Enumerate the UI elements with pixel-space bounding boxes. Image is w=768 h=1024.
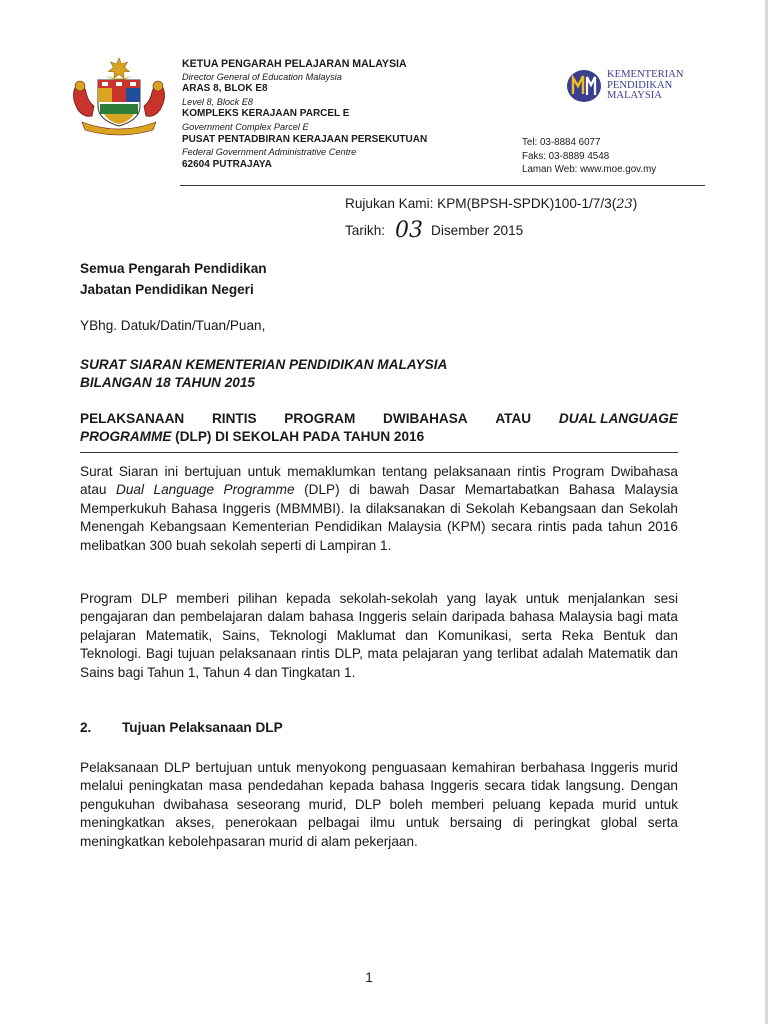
- paragraph-text: (DLP) di bawah Dasar Memartabatkan Bahasa Malaysia Memperkukuh Bahasa Inggeris (MBMMBI). Ia dilaksanakan di Sekolah Kebangsaan dan Sekolah Menengah Kebangsaan Kementerian Pendidikan Malaysia (KPM) secara rintis pada tahun 2016 melibatkan 300 buah sekolah seperti di Lampiran 1.: [80, 482, 678, 553]
- subject-word: RINTIS: [211, 411, 257, 426]
- reference-label: Rujukan Kami: KPM(BPSH-SPDK)100-1/7/3(: [345, 196, 617, 211]
- crest-star-moon: [106, 58, 132, 80]
- letterhead-address: [182, 58, 482, 171]
- subject-line-1: [80, 410, 678, 428]
- header-divider: [180, 185, 705, 186]
- crest-shield: [98, 80, 140, 126]
- letter-subject: [80, 410, 678, 446]
- letterhead-title: KETUA PENGARAH PELAJARAN MALAYSIA: [182, 58, 407, 70]
- circular-number-line: BILANGAN 18 TAHUN 2015: [80, 375, 255, 390]
- paragraph-italic-text: Dual Language Programme: [116, 482, 295, 498]
- page-number: 1: [365, 970, 373, 985]
- address-floor-en: Level 8, Block E8: [182, 96, 253, 107]
- circular-title-line: SURAT SIARAN KEMENTERIAN PENDIDIKAN MALAYSIA: [80, 357, 448, 372]
- ministry-name-line: MALAYSIA: [607, 90, 662, 102]
- paragraph-purpose: Pelaksanaan DLP bertujuan untuk menyokong penguasaan kemahiran berbahasa Inggeris murid melalui peningkatan masa pendedahan kepada bahasa Inggeris secara tidak langsung. Dengan pengukuhan dwibahasa seseorang murid, DLP boleh memberi peluang kepada murid untuk meningkatkan akses, penerokaan pelbagai ilmu untuk bersaing di peringkat global serta meningkatkan kebolehpasaran murid di alam pekerjaan.: [80, 760, 678, 849]
- subject-word: ATAU: [495, 411, 532, 426]
- subject-word-italic: PROGRAMME: [80, 429, 172, 444]
- contact-web: Laman Web: www.moe.gov.my: [522, 164, 657, 176]
- contact-fax: Faks: 03-8889 4548: [522, 150, 610, 162]
- subject-line-2: [80, 428, 678, 446]
- address-floor: ARAS 8, BLOK E8: [182, 83, 268, 95]
- subject-line-2-rest: (DLP) DI SEKOLAH PADA TAHUN 2016: [171, 429, 425, 444]
- section-number: 2.: [80, 720, 92, 735]
- ministry-name-line: PENDIDIKAN: [607, 79, 673, 91]
- section-heading: [80, 720, 283, 735]
- coat-of-arms-icon: [68, 56, 170, 136]
- reference-number: [345, 196, 637, 212]
- letter-date: [345, 216, 523, 241]
- date-month-year: Disember 2015: [431, 223, 524, 238]
- address-complex: KOMPLEKS KERAJAAN PARCEL E: [182, 108, 350, 120]
- paragraph-text: Surat Siaran ini bertujuan untuk memaklumkan tentang pelaksanaan rintis Program Dwibahasa atau: [80, 464, 678, 498]
- reference-closing: ): [632, 196, 638, 211]
- contact-tel: Tel: 03-8884 6077: [522, 137, 601, 148]
- ministry-logo-icon: [566, 68, 602, 104]
- paragraph-intro: [80, 463, 678, 555]
- recipient-line: Semua Pengarah Pendidikan: [80, 261, 267, 276]
- address-postcode: 62604 PUTRAJAYA: [182, 158, 272, 170]
- recipient-block: [80, 258, 267, 300]
- salutation: YBhg. Datuk/Datin/Tuan/Puan,: [80, 318, 266, 333]
- recipient-line: Jabatan Pendidikan Negeri: [80, 282, 254, 297]
- contact-info: [522, 136, 656, 177]
- subject-word: PELAKSANAAN: [80, 411, 185, 426]
- ministry-name-line: KEMENTERIAN: [607, 69, 684, 80]
- address-centre: PUSAT PENTADBIRAN KERAJAAN PERSEKUTUAN: [182, 133, 428, 145]
- date-label: Tarikh:: [345, 223, 386, 238]
- section-title: Tujuan Pelaksanaan DLP: [122, 720, 283, 735]
- letterhead-title-en: Director General of Education Malaysia: [182, 71, 342, 82]
- subject-underline: [80, 452, 678, 453]
- address-complex-en: Government Complex Parcel E: [182, 121, 309, 132]
- subject-word: DWIBAHASA: [383, 411, 468, 426]
- subject-word-italic: DUAL LANGUAGE: [558, 411, 678, 426]
- ministry-name: [607, 70, 684, 102]
- subject-word: PROGRAM: [284, 411, 356, 426]
- circular-title: [80, 356, 447, 392]
- date-handwritten-day: 03: [395, 218, 424, 243]
- reference-handwritten-number: 23: [616, 197, 633, 212]
- paragraph-program: Program DLP memberi pilihan kepada sekolah-sekolah yang layak untuk menjalankan sesi pengajaran dan pembelajaran dalam bahasa Inggeris selain daripada bahasa Malaysia bagi mata pelajaran Matematik, Sains, Teknologi Maklumat dan Komunikasi, serta Reka Bentuk dan Teknologi. Bagi tujuan pelaksanaan rintis DLP, mata pelajaran yang terlibat adalah Matematik dan Sains bagi Tahun 1, Tahun 4 dan Tingkatan 1.: [80, 591, 678, 680]
- address-centre-en: Federal Government Administrative Centre: [182, 147, 357, 158]
